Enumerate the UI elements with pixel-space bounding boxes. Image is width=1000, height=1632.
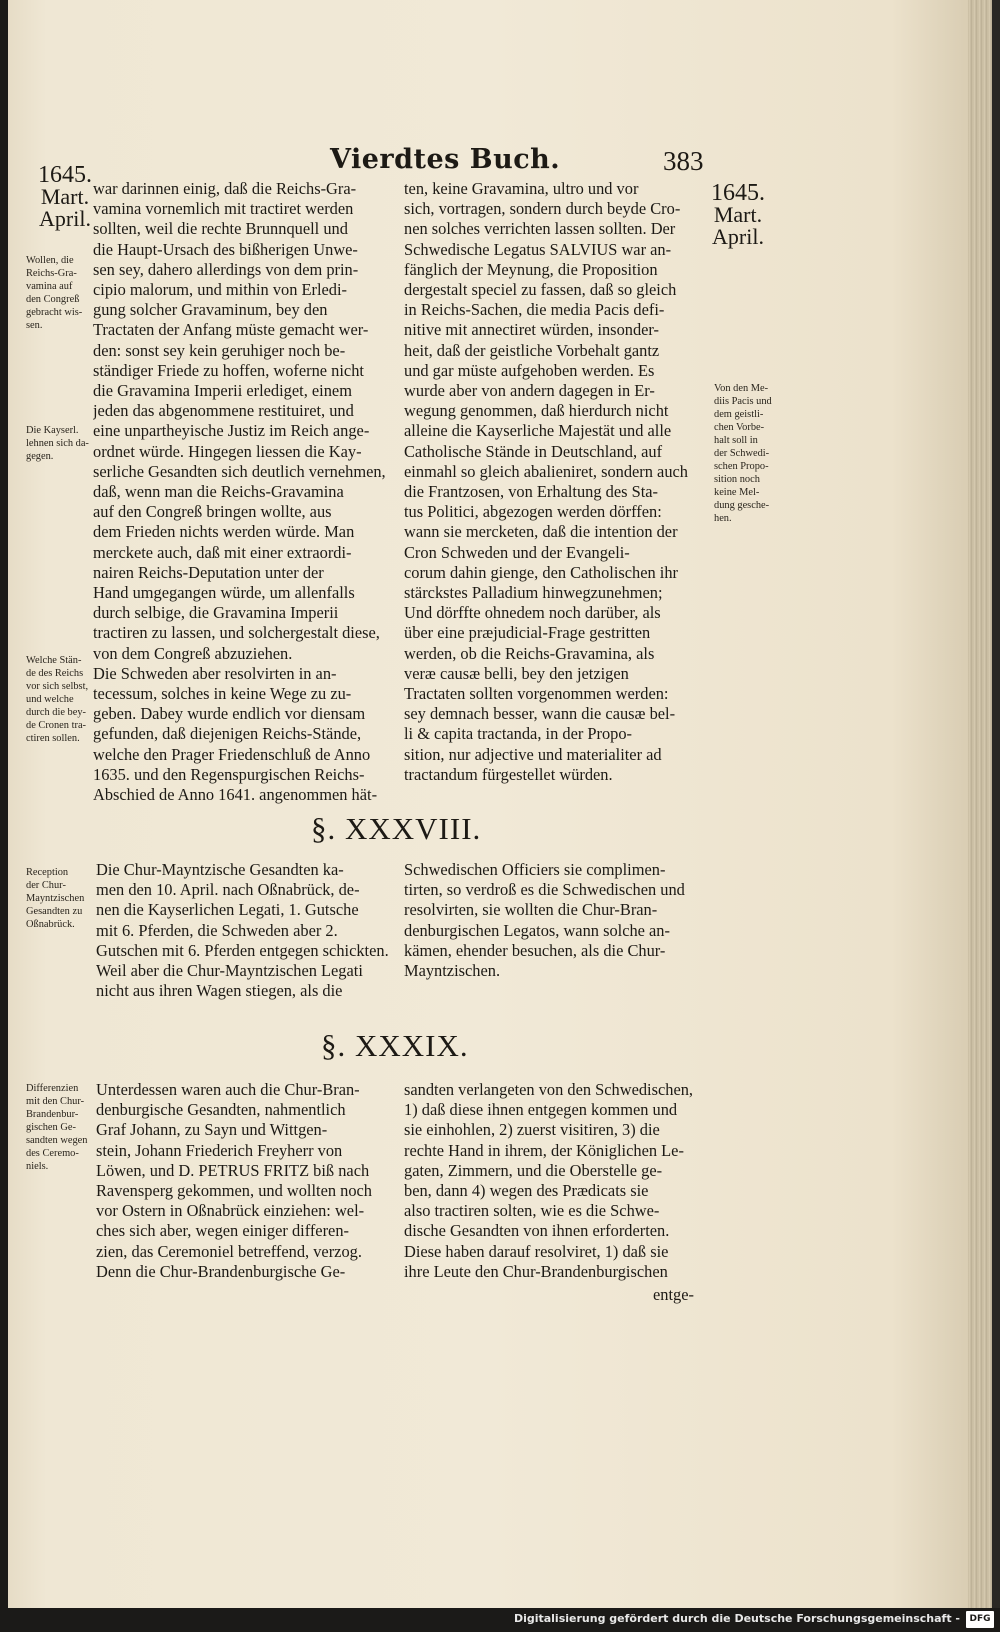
text-line: Die Schweden aber resolvirten in an- [93, 663, 337, 683]
text-line: Tractaten der Anfang müste gemacht wer- [93, 320, 369, 340]
year-left: 1645. [38, 162, 92, 188]
scanned-page [8, 0, 968, 1608]
text-line: und gar müste aufgehoben werden. Es [404, 360, 655, 380]
text-line: Tractaten sollten vorgenommen werden: [404, 684, 669, 704]
text-line: lehnen sich da- [26, 438, 89, 449]
text-line: diis Pacis und [714, 396, 772, 407]
month-right-1: Mart. [713, 202, 763, 227]
month-right-2: April. [712, 224, 764, 249]
text-line: Abschied de Anno 1641. angenommen hät- [93, 785, 378, 805]
text-line: stein, Johann Friederich Freyherr von [96, 1140, 343, 1160]
text-line: resolvirten, sie wollten die Chur-Bran- [404, 900, 658, 920]
year-margin-left [38, 164, 92, 230]
page-number: 383 [663, 146, 704, 176]
catchword: entge- [653, 1285, 694, 1304]
text-line: ständiger Friede zu hoffen, woferne nicht [93, 360, 364, 380]
text-line: Hand umgegangen würde, um allenfalls [93, 583, 355, 603]
text-line: men den 10. April. nach Oßnabrück, de- [96, 880, 360, 900]
dfg-logo-icon: DFG [966, 1611, 994, 1628]
margin-note [26, 654, 88, 745]
text-line: Gesandten zu [26, 906, 83, 917]
text-line: den: sonst sey kein geruhiger noch be- [93, 340, 346, 360]
text-line: sen sey, dahero allerdings von dem prin- [93, 259, 359, 279]
text-line: schen Propo- [714, 461, 769, 472]
text-line: nen die Kayserlichen Legati, 1. Gutsche [96, 900, 359, 920]
text-line: Brandenbur- [26, 1109, 79, 1120]
text-line: sen. [26, 320, 43, 331]
page-shadow [992, 0, 1000, 1608]
text-line: die Gravamina Imperii erlediget, einem [93, 381, 352, 401]
text-line: gaten, Zimmern, und die Oberstelle ge- [404, 1160, 663, 1180]
text-line: des Ceremo- [26, 1148, 79, 1159]
block1-right-column [404, 179, 702, 785]
text-line: sition noch [714, 474, 760, 485]
text-line: mit 6. Pferden, die Schweden aber 2. [96, 920, 338, 940]
text-line: sition, nur adjective und materialiter ad [404, 744, 662, 764]
text-line: dische Gesandten von ihnen erforderten. [404, 1221, 670, 1241]
text-line: Schwedische Legatus SALVIUS war an- [404, 239, 672, 259]
text-line: rechte Hand in ihrem, der Königlichen Le- [404, 1140, 684, 1160]
text-line: veræ causæ belli, bey den jetzigen [404, 663, 629, 683]
text-line: Oßnabrück. [26, 919, 75, 930]
text-line: 1) daß diese ihnen entgegen kommen und [404, 1100, 678, 1120]
text-line: gefunden, daß diejenigen Reichs-Stände, [93, 724, 362, 744]
text-line: durch selbige, die Gravamina Imperii [93, 603, 339, 623]
text-line: wann sie mercketen, daß die intention der [404, 522, 678, 542]
text-line: dem Frieden nichts werden würde. Man [93, 522, 355, 542]
text-line: Welche Stän- [26, 655, 82, 666]
text-line: vor sich selbst, [26, 681, 89, 692]
text-line: eine unpartheyische Justiz im Reich ange- [93, 421, 370, 441]
text-line: wegung genommen, daß hierdurch nicht [404, 401, 669, 421]
text-line: corum dahin gienge, den Catholischen ihr [404, 562, 679, 582]
text-line: daß, wenn man die Reichs-Gravamina [93, 482, 344, 502]
text-line: ben, dann 4) wegen des Prædicats sie [404, 1181, 649, 1201]
text-line: denburgische Gesandten, nahmentlich [96, 1100, 346, 1120]
text-line: gung solcher Gravaminum, bey den [93, 300, 328, 320]
text-line: über eine præjudicial-Frage gestritten [404, 623, 651, 643]
text-line: stärckstes Palladium hinwegzunehmen; [404, 583, 663, 603]
text-line: Unterdessen waren auch die Chur-Bran- [96, 1080, 360, 1099]
text-line: heit, daß der geistliche Vorbehalt gantz [404, 340, 660, 360]
text-line: der Schwedi- [714, 448, 770, 459]
text-line: sey demnach besser, wann die causæ bel- [404, 704, 676, 724]
text-line: Mayntzischen [26, 893, 85, 904]
text-line: den Congreß [26, 294, 80, 305]
text-line: dergestalt speciel zu fassen, daß so gleich [404, 280, 677, 300]
text-line: serliche Gesandten sich deutlich vernehmen, [93, 461, 386, 481]
margin-note [26, 424, 89, 463]
text-line: 1635. und den Regenspurgischen Reichs- [93, 764, 365, 784]
text-line: gegen. [26, 451, 54, 462]
text-line: Gutschen mit 6. Pferden entgegen schickten. [96, 940, 389, 960]
text-line: mit den Chur- [26, 1096, 85, 1107]
year-right: 1645. [711, 180, 765, 206]
text-line: hen. [714, 513, 732, 524]
text-line: vor Ostern in Oßnabrück einziehen: wel- [96, 1201, 365, 1221]
section39-right-column [404, 1080, 702, 1282]
text-line: Reception [26, 867, 69, 878]
text-line: denburgischen Legatos, wann solche an- [404, 920, 670, 940]
text-line: Und dörffte ohnedem noch darüber, als [404, 603, 661, 623]
text-line: nen solches verrichten lassen sollten. Der [404, 219, 676, 239]
text-line: nairen Reichs-Deputation unter der [93, 562, 324, 582]
text-line: Denn die Chur-Brandenburgische Ge- [96, 1261, 346, 1281]
text-line: gebracht wis- [26, 307, 83, 318]
text-line: Die Kayserl. [26, 425, 79, 436]
text-line: von dem Congreß abzuziehen. [93, 643, 293, 663]
text-line: Cron Schweden und der Evangeli- [404, 542, 630, 562]
text-line: nitive mit annectiret würden, insonder- [404, 320, 660, 340]
text-line: sandten wegen [26, 1135, 88, 1146]
text-line: cipio malorum, und mithin von Erledi- [93, 280, 348, 300]
text-line: auf den Congreß bringen wollte, aus [93, 502, 332, 522]
text-line: ches sich aber, wegen einiger differen- [96, 1221, 349, 1241]
text-line: in Reichs-Sachen, die media Pacis defi- [404, 300, 665, 320]
text-line: kämen, ehender besuchen, als die Chur- [404, 940, 666, 960]
footer-credit: Digitalisierung gefördert durch die Deutsche Forschungsgemeinschaft - [513, 1612, 960, 1625]
section38-right-column [404, 860, 702, 981]
text-line: li & capita tractanda, in der Propo- [404, 724, 633, 744]
section-heading-38: §. XXXVIII. [311, 811, 482, 846]
month-left-2: April. [39, 206, 91, 231]
text-line: sandten verlangeten von den Schwedischen, [404, 1080, 694, 1099]
text-line: tus Politici, abgezogen werden dörffen: [404, 502, 662, 522]
text-line: niels. [26, 1161, 49, 1172]
section-heading-39: §. XXXIX. [321, 1028, 469, 1063]
text-line: Wollen, die [26, 255, 74, 266]
text-line: vamina vornemlich mit tractiret werden [93, 199, 354, 219]
text-line: sollten, weil die rechte Brunnquell und [93, 219, 348, 239]
text-line: tractiren zu lassen, und solchergestalt diese, [93, 623, 380, 643]
text-line: Diese haben darauf resolviret, 1) daß sie [404, 1241, 669, 1261]
text-line: Mayntzischen. [404, 961, 501, 981]
text-line: tecessum, solches in keine Wege zu zu- [93, 684, 352, 704]
text-line: dem geistli- [714, 409, 764, 420]
book-page-edge [968, 0, 992, 1608]
text-line: keine Mel- [714, 487, 760, 498]
text-line: vamina auf [26, 281, 73, 292]
text-line: welche den Prager Friedenschluß de Anno [93, 744, 371, 764]
footer-bar [0, 1608, 1000, 1632]
text-line: fänglich der Meynung, die Proposition [404, 259, 658, 279]
text-line: also tractiren solten, wie es die Schwe- [404, 1201, 660, 1221]
text-line: Weil aber die Chur-Mayntzischen Legati [96, 961, 363, 981]
section39-left-column [96, 1080, 395, 1282]
text-line: wurde aber von andern dagegen in Er- [404, 381, 655, 401]
month-left-1: Mart. [40, 184, 90, 209]
text-line: geben. Dabey wurde endlich vor diensam [93, 704, 366, 724]
text-line: ihre Leute den Chur-Brandenburgischen [404, 1261, 668, 1281]
text-line: Die Chur-Mayntzische Gesandten ka- [96, 860, 344, 879]
text-line: der Chur- [26, 880, 66, 891]
text-line: die Frantzosen, von Erhaltung des Sta- [404, 482, 658, 502]
text-line: Reichs-Gra- [26, 268, 77, 279]
text-line: Catholische Stände in Deutschland, auf [404, 441, 663, 461]
text-line: Von den Me- [714, 383, 769, 394]
text-line: de des Reichs [26, 668, 84, 679]
text-line: sich, vortragen, sondern durch beyde Cro- [404, 199, 681, 219]
text-line: tirten, so verdroß es die Schwedischen und [404, 880, 685, 900]
year-margin-right [711, 182, 765, 248]
text-line: alleine die Kayserliche Majestät und alle [404, 421, 672, 441]
text-line: werden, ob die Reichs-Gravamina, als [404, 643, 655, 663]
margin-note [714, 382, 772, 525]
text-line: ctiren sollen. [26, 733, 80, 744]
text-line: ordnet würde. Hingegen liessen die Kay- [93, 441, 362, 461]
text-line: halt soll in [714, 435, 758, 446]
text-line: Ravensperg gekommen, und wollten noch [96, 1181, 373, 1201]
text-line: jeden das abgenommene restituiret, und [93, 401, 354, 421]
text-line: die Haupt-Ursach des bißherigen Unwe- [93, 239, 358, 259]
text-line: de Cronen tra- [26, 720, 87, 731]
block1-left-column [93, 179, 395, 805]
text-line: zien, das Ceremoniel betreffend, verzog. [96, 1241, 362, 1261]
text-line: sie einhohlen, 2) zuerst visitiren, 3) die [404, 1120, 660, 1140]
text-line: Löwen, und D. PETRUS FRITZ biß nach [96, 1160, 370, 1180]
section38-left-column [96, 860, 395, 1001]
running-head: Vierdtes Buch. [330, 144, 561, 175]
text-line: nicht aus ihren Wagen stiegen, als die [96, 981, 343, 1001]
text-line: durch die bey- [26, 707, 87, 718]
text-line: tractandum fürgestellet würden. [404, 764, 613, 784]
text-line: ten, keine Gravamina, ultro und vor [404, 179, 639, 198]
margin-note [26, 866, 84, 931]
text-line: chen Vorbe- [714, 422, 765, 433]
text-line: Schwedischen Officiers sie complimen- [404, 860, 666, 879]
text-line: gischen Ge- [26, 1122, 76, 1133]
margin-note [26, 1082, 87, 1173]
text-line: war darinnen einig, daß die Reichs-Gra- [93, 179, 357, 198]
text-line: dung gesche- [714, 500, 770, 511]
text-line: merckete auch, daß mit einer extraordi- [93, 542, 352, 562]
text-line: einmahl so gleich abalieniret, sondern auch [404, 461, 689, 481]
text-line: und welche [26, 694, 74, 705]
text-line: Graf Johann, zu Sayn und Wittgen- [96, 1120, 328, 1140]
margin-note [26, 254, 82, 332]
text-line: Differenzien [26, 1083, 79, 1094]
